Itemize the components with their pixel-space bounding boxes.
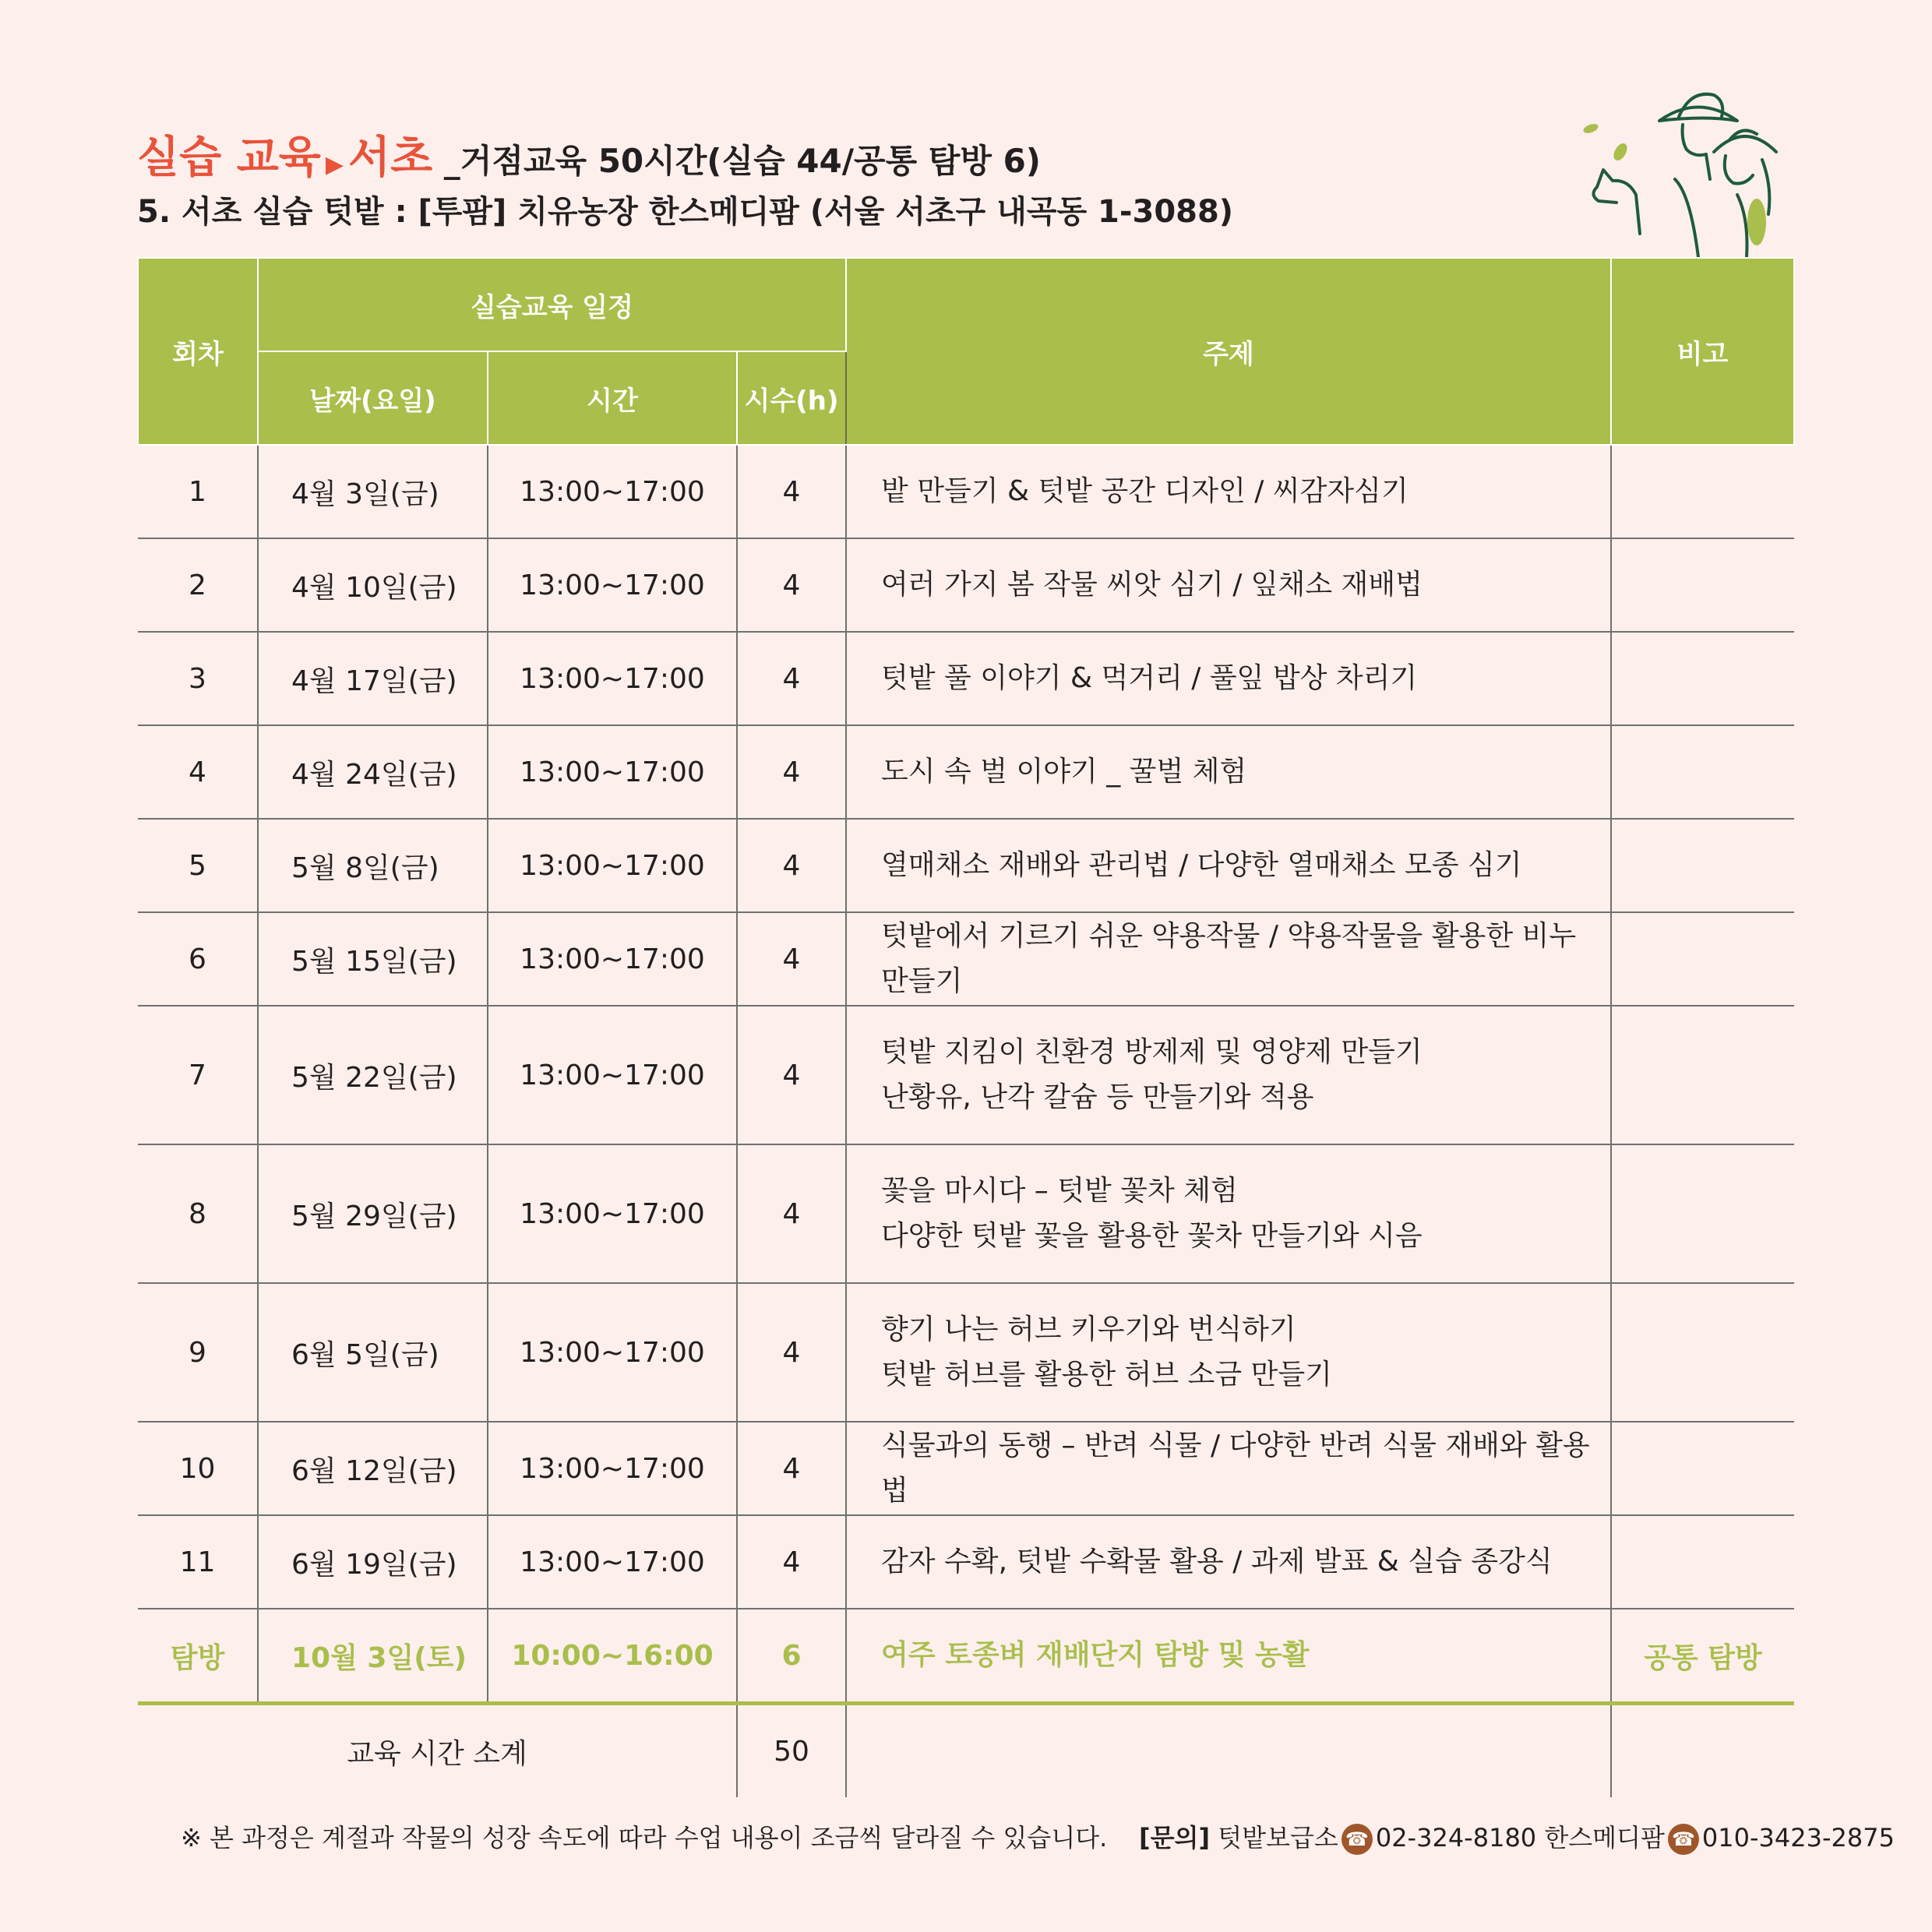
cell-round: 4 — [138, 725, 258, 819]
tour-time: 10:00~16:00 — [488, 1609, 737, 1704]
topic-line: 텃밭 지킴이 친환경 방제제 및 영양제 만들기 — [881, 1036, 1423, 1068]
tour-hours: 6 — [737, 1609, 846, 1704]
cell-note — [1611, 538, 1794, 632]
cell-round: 7 — [138, 1006, 258, 1144]
tour-round: 탐방 — [138, 1609, 258, 1704]
table-row — [138, 819, 1794, 912]
phone-icon: ☎ — [1668, 1824, 1699, 1855]
topic-line: 꽃을 마시다 – 텃밭 꽃차 체험 — [881, 1175, 1238, 1207]
header-topic: 주제 — [846, 258, 1611, 445]
cell-time: 13:00~17:00 — [488, 1144, 737, 1283]
tour-topic: 여주 토종벼 재배단지 탐방 및 농활 — [846, 1609, 1611, 1704]
cell-date: 4월 10일(금) — [258, 538, 488, 632]
cell-hours: 4 — [737, 819, 846, 912]
cell-hours: 4 — [737, 725, 846, 819]
cell-hours: 4 — [737, 1144, 846, 1283]
cell-round: 5 — [138, 819, 258, 912]
cell-topic — [846, 632, 1611, 725]
cell-note — [1611, 1144, 1794, 1283]
total-hours: 50 — [737, 1704, 846, 1798]
cell-note — [1611, 632, 1794, 725]
cell-round: 9 — [138, 1283, 258, 1422]
cell-note — [1611, 1006, 1794, 1144]
header-hours: 시수(h) — [737, 351, 846, 445]
cell-note — [1611, 1283, 1794, 1422]
header-note: 비고 — [1611, 258, 1794, 445]
cell-note — [1611, 445, 1794, 538]
table-row — [138, 1006, 1794, 1144]
farmers-dog-illustration — [1581, 78, 1815, 257]
cell-note — [1611, 819, 1794, 912]
cell-topic — [846, 1422, 1611, 1515]
total-note-empty — [1611, 1704, 1794, 1798]
cell-note — [1611, 1422, 1794, 1515]
topic-line: 밭 만들기 & 텃밭 공간 디자인 / 씨감자심기 — [881, 475, 1408, 507]
cell-date: 5월 29일(금) — [258, 1144, 488, 1283]
topic-line: 식물과의 동행 – 반려 식물 / 다양한 반려 식물 재배와 활용법 — [881, 1430, 1590, 1507]
cell-round: 1 — [138, 445, 258, 538]
table-row — [138, 912, 1794, 1006]
cell-hours: 4 — [737, 912, 846, 1006]
cell-date: 5월 22일(금) — [258, 1006, 488, 1144]
cell-time: 13:00~17:00 — [488, 1283, 737, 1422]
contact1-phone: 02-324-8180 — [1375, 1823, 1537, 1853]
contact2-name: 한스메디팜 — [1544, 1823, 1665, 1853]
tour-note: 공통 탐방 — [1611, 1609, 1794, 1704]
cell-date: 4월 17일(금) — [258, 632, 488, 725]
cell-topic — [846, 538, 1611, 632]
cell-round: 10 — [138, 1422, 258, 1515]
header-date: 날짜(요일) — [258, 351, 488, 445]
cell-hours: 4 — [737, 632, 846, 725]
page-title — [137, 123, 1041, 186]
topic-line: 여러 가지 봄 작물 씨앗 심기 / 잎채소 재배법 — [881, 569, 1423, 601]
cell-time: 13:00~17:00 — [488, 1515, 737, 1609]
phone-icon: ☎ — [1341, 1824, 1373, 1855]
total-topic-empty — [846, 1704, 1611, 1798]
total-row — [138, 1704, 1794, 1798]
cell-hours: 4 — [737, 1422, 846, 1515]
cell-hours: 4 — [737, 445, 846, 538]
cell-hours: 4 — [737, 1283, 846, 1422]
table-row — [138, 1515, 1794, 1609]
cell-note — [1611, 1515, 1794, 1609]
cell-topic — [846, 1144, 1611, 1283]
cell-hours: 4 — [737, 538, 846, 632]
topic-line: 텃밭 허브를 활용한 허브 소금 만들기 — [881, 1359, 1332, 1391]
tour-date: 10월 3일(토) — [258, 1609, 488, 1704]
topic-line: 텃밭에서 기르기 쉬운 약용작물 / 약용작물을 활용한 비누 만들기 — [881, 920, 1577, 997]
cell-time: 13:00~17:00 — [488, 445, 737, 538]
title-description: _거점교육 50시간(실습 44/공통 탐방 6) — [432, 142, 1041, 180]
cell-time: 13:00~17:00 — [488, 538, 737, 632]
table-row — [138, 445, 1794, 538]
topic-line: 향기 나는 허브 키우기와 번식하기 — [881, 1313, 1296, 1345]
footer-notice — [181, 1818, 1895, 1855]
cell-note — [1611, 725, 1794, 819]
cell-date: 6월 19일(금) — [258, 1515, 488, 1609]
cell-time: 13:00~17:00 — [488, 1422, 737, 1515]
title-accent-region: 서초 — [347, 132, 433, 183]
cell-topic — [846, 819, 1611, 912]
cell-round: 3 — [138, 632, 258, 725]
cell-hours: 4 — [737, 1515, 846, 1609]
cell-note — [1611, 912, 1794, 1006]
table-row — [138, 1283, 1794, 1422]
cell-topic — [846, 725, 1611, 819]
tour-row — [138, 1609, 1794, 1704]
contact2-phone: 010-3423-2875 — [1701, 1823, 1895, 1853]
table-row — [138, 538, 1794, 632]
topic-line: 도시 속 벌 이야기 _ 꿀벌 체험 — [881, 756, 1247, 788]
cell-topic — [846, 445, 1611, 538]
cell-time: 13:00~17:00 — [488, 725, 737, 819]
topic-line: 다양한 텃밭 꽃을 활용한 꽃차 만들기와 시음 — [881, 1220, 1423, 1252]
header-round: 회차 — [138, 258, 258, 445]
topic-line: 감자 수확, 텃밭 수확물 활용 / 과제 발표 & 실습 종강식 — [881, 1546, 1553, 1578]
contact1-name: 텃밭보급소 — [1218, 1823, 1338, 1853]
notice-text: ※ 본 과정은 계절과 작물의 성장 속도에 따라 수업 내용이 조금씩 달라질 수 있습니다. — [181, 1823, 1108, 1853]
cell-date: 5월 15일(금) — [258, 912, 488, 1006]
cell-topic — [846, 912, 1611, 1006]
cell-date: 5월 8일(금) — [258, 819, 488, 912]
cell-date: 6월 5일(금) — [258, 1283, 488, 1422]
cell-time: 13:00~17:00 — [488, 1006, 737, 1144]
cell-date: 4월 24일(금) — [258, 725, 488, 819]
cell-topic — [846, 1283, 1611, 1422]
cell-time: 13:00~17:00 — [488, 632, 737, 725]
cell-round: 8 — [138, 1144, 258, 1283]
schedule-table — [137, 257, 1795, 1797]
contact-label: [문의] — [1139, 1823, 1211, 1853]
table-row — [138, 1144, 1794, 1283]
cell-hours: 4 — [737, 1006, 846, 1144]
topic-line: 텃밭 풀 이야기 & 먹거리 / 풀잎 밥상 차리기 — [881, 662, 1418, 694]
table-row — [138, 632, 1794, 725]
table-row — [138, 1422, 1794, 1515]
table-row — [138, 725, 1794, 819]
cell-time: 13:00~17:00 — [488, 819, 737, 912]
cell-round: 6 — [138, 912, 258, 1006]
topic-line: 난황유, 난각 칼슘 등 만들기와 적용 — [881, 1081, 1314, 1113]
header-time: 시간 — [488, 351, 737, 445]
cell-date: 4월 3일(금) — [258, 445, 488, 538]
cell-date: 6월 12일(금) — [258, 1422, 488, 1515]
total-label: 교육 시간 소계 — [347, 1737, 527, 1770]
title-arrow-icon: ▶ — [325, 151, 344, 178]
cell-topic — [846, 1515, 1611, 1609]
title-accent: 실습 교육 — [137, 132, 321, 183]
cell-round: 2 — [138, 538, 258, 632]
cell-round: 11 — [138, 1515, 258, 1609]
cell-time: 13:00~17:00 — [488, 912, 737, 1006]
topic-line: 열매채소 재배와 관리법 / 다양한 열매채소 모종 심기 — [881, 849, 1522, 881]
cell-topic — [846, 1006, 1611, 1144]
header-schedule-group: 실습교육 일정 — [258, 258, 846, 351]
page-subtitle: 5. 서초 실습 텃밭 : [투팜] 치유농장 한스메디팜 (서울 서초구 내곡동 1-3088) — [137, 194, 1234, 230]
